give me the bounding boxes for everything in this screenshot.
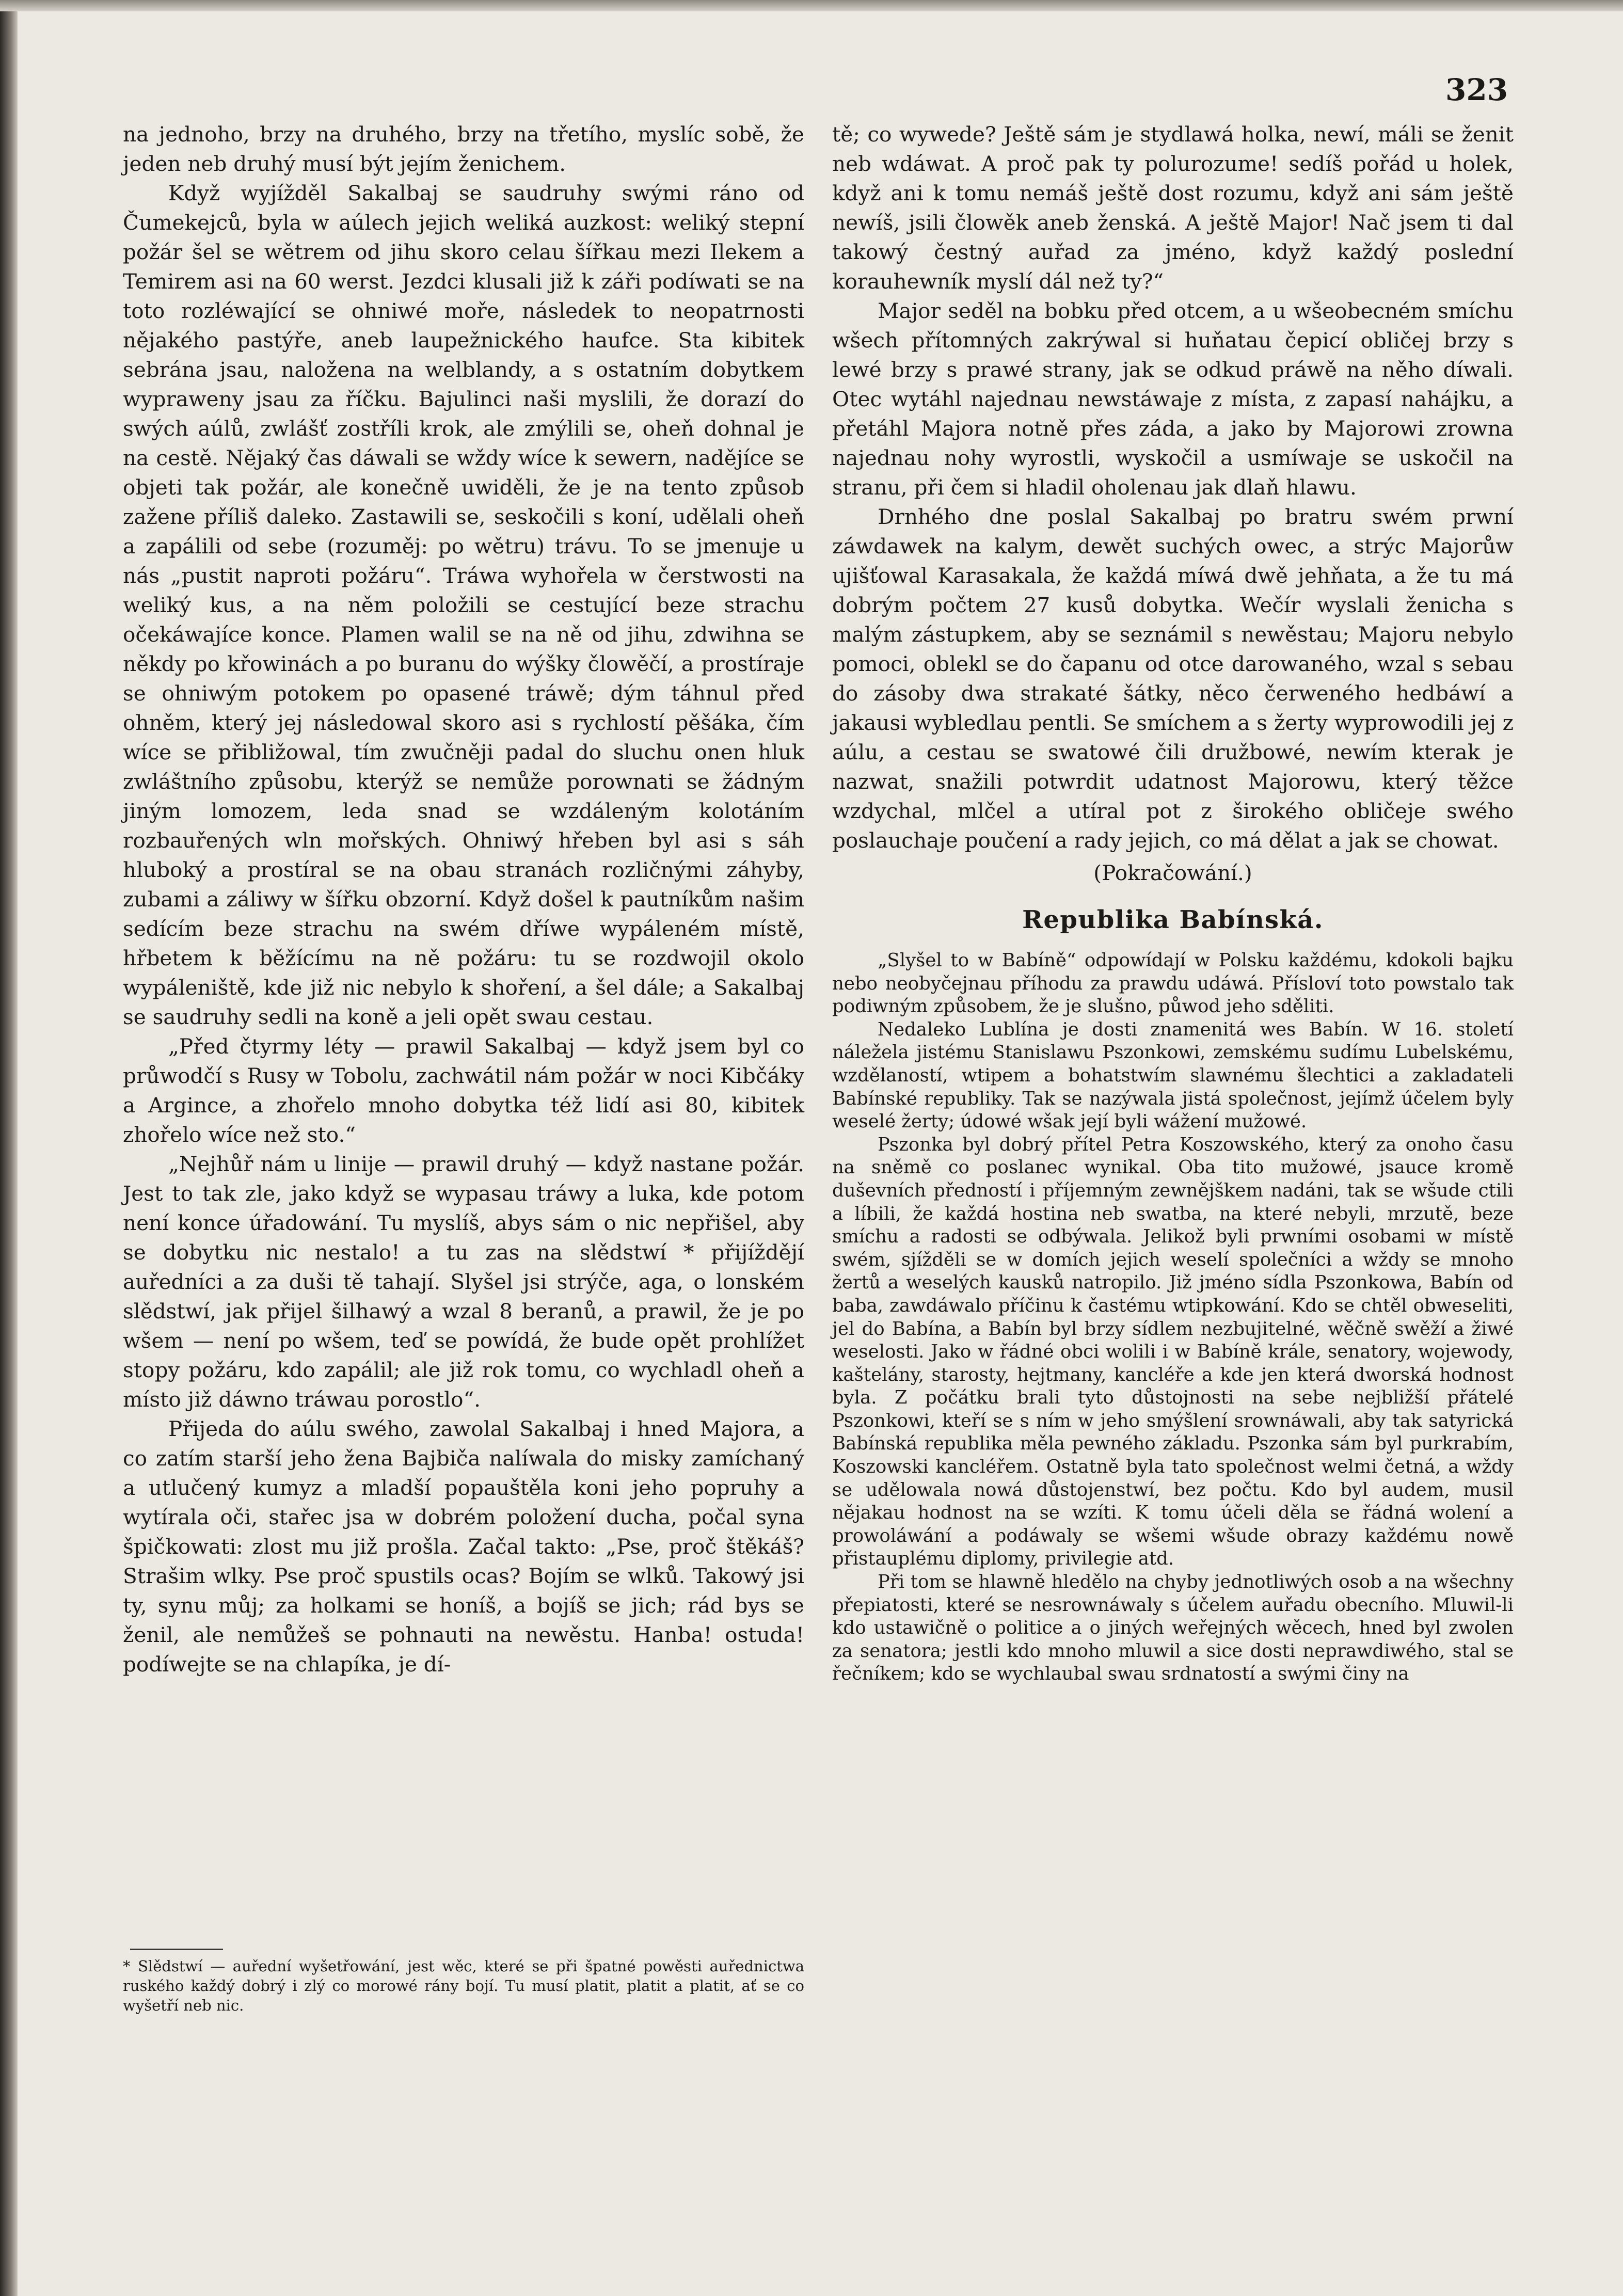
left-paragraph-2: Když wyjížděl Sakalbaj se saudruhy swými ráno od Čumekejců, byla w aúlech jejich weliká auzkost: weliký stepní požár šel se wětrem od jihu skoro celau šířkau mezi Ilekem a Temirem asi na 60 werst. Jezdci klusali již k záři podíwati se na toto rozléwající se ohniwé moře, následek to neopatrnosti nějakého pastýře, aneb laupežnického haufce. Sta kibitek sebrána jsau, naložena na welblandy, a s ostatním dobytkem wypraweny jsau za říčku. Bajulinci naši myslili, že dorazí do swých aúlů, zwlášť zostříli krok, ale zmýlili se, oheň dohnal je na cestě. Nějaký čas dáwali se wždy wíce k sewern, nadějíce se objeti tak požár, ale konečně uwiděli, že je na tento způsob zažene příliš daleko. Zastawili se, seskočili s koní, udělali oheň a zapálili od sebe (rozuměj: po wětru) trávu. To se jmenuje u nás „pustit naproti požáru“. Tráwa wyhořela w čerstwosti na weliký kus, a na něm položili se cestující beze strachu očekáwajíce konce. Plamen walil se na ně od jihu, zdwihna se někdy po křowinách a po buranu do wýšky člowěčí, a prostíraje se ohniwým potokem po opasené tráwě; dým táhnul před ohněm, který jej následowal skoro asi s rychlostí pěšáka, čím wíce se přibližowal, tím zwučněji padal do sluchu onen hluk zwláštního způsobu, kterýž se nemůže porownati se žádným jiným lomozem, leda snad se wzdáleným kolotáním rozbauřených wln mořských. Ohniwý hřeben byl asi s sáh hluboký a prostíral se na obau stranách rozličnými záhyby, zubami a záliwy w šířku obzorní. Když došel k pautníkům našim sedícím beze strachu na swém dříwe wypáleném místě, hřbetem k běžícímu na ně požáru: tu se rozdwojil okolo wypáleniště, kde již nic nebylo k shoření, a šel dále; a Sakalbaj se saudruhy sedli na koně a jeli opět swau cestau.	[123, 181, 804, 1029]
left-paragraph-4: „Nejhůř nám u linije — prawil druhý — když nastane požár. Jest to tak zle, jako když se wypasau tráwy a luka, kde potom není konce úřadowání. Tu myslíš, abys sám o nic nepřišel, aby se dobytku nic nestalo! a tu zas na slědstwí * přijíždějí auředníci a za duši tě tahají. Slyšel jsi strýče, aga, o lonském slědstwí, jak přijel šilhawý a wzal 8 beranů, a prawil, že je po wšem — není po wšem, teď se powídá, že bude opět prohlížet stopy požáru, kdo zapálil; ale již rok tomu, co wychladl oheň a místo již dáwno tráwau porostlo“.	[123, 1152, 804, 1412]
article-body	[832, 949, 1514, 1686]
article-paragraph-4: Při tom se hlawně hledělo na chyby jednotliwých osob a na wšechny přepiatosti, které se nesrownáwaly s účelem auřadu obecního. Mluwil-li kdo ustawičně o politice a o jiných weřejných wěcech, hned byl zwolen za senatora; jestli kdo mnoho mluwil a sice dosti neprawdiwého, stal se řečníkem; kdo se wychlaubal swau srdnatostí a swými činy na	[832, 1571, 1514, 1685]
article-paragraph-2: Nedaleko Lublína je dosti znamenitá wes Babín. W 16. století náležela jistému Stanislawu Pszonkowi, zemskému sudímu Lubelskému, wzdělaností, wtipem a bohatstwím slawnému šlechtici a zakladateli Babínské republiky. Tak se nazýwala jistá společnost, jejímž účelem byly weselé žerty; údowé wšak její byli wážení mužowé.	[832, 1018, 1514, 1133]
article-title: Republika Babínská.	[1022, 905, 1324, 934]
footnote: * Slědstwí — auřední wyšetřowání, jest wěc, které se při špatné powěsti auřednictwa ruského každý dobrý i zlý co morowé rány bojí. Tu musí platit, platit a platit, ať se co wyšetří neb nic.	[123, 1957, 804, 2014]
article-paragraph-1: „Slyšel to w Babíně“ odpowídají w Polsku každému, kdokoli bajku nebo neobyčejnau příhodu za prawdu udáwá. Přísloví toto powstalo tak podiwným způsobem, že je slušno, půwod jeho sděliti.	[832, 950, 1514, 1017]
binding-gutter	[0, 0, 18, 2296]
right-paragraph-2: Major seděl na bobku před otcem, a u wšeobecném smíchu wšech přítomných zakrýwal si huňatau čepicí obličej brzy s lewé brzy s prawé strany, jak se odkud práwě na něho díwali. Otec wytáhl najednau newstáwaje z místa, z zapasí nahájku, a přetáhl Majora notně přes záda, a jako by Majorowi zrowna najednau nohy wyrostli, wyskočil a usmíwaje se uskočil na stranu, při čem si hladil oholenau jak dlaň hlawu.	[832, 298, 1514, 500]
left-paragraph-3: „Před čtyrmy léty — prawil Sakalbaj — když jsem byl co průwodčí s Rusy w Tobolu, zachwátil nám požár w noci Kibčáky a Argince, a zhořelo mnoho dobytka též lidí asi 80, kibitek zhořelo wíce než sto.“	[123, 1034, 804, 1147]
footnote-rule	[130, 1949, 223, 1950]
article-paragraph-3: Pszonka byl dobrý přítel Petra Koszowského, který za onoho času na sněmě co poslanec wynikal. Oba tito mužowé, jsauce kromě duševních předností i příjemným zewnějškem nadáni, tak se wšude ctili a líbili, že každá hostina neb swatba, na které nebyli, mrzutě, beze smíchu a radosti se odbýwala. Jelikož byli prwními osobami w místě swém, sjížděli se w domích jejich weselí společníci a wždy se mnoho žertů a weselých kausků natropilo. Již jméno sídla Pszonkowa, Babín od baba, zawdáwalo příčinu k častému wtipkowání. Kdo se chtěl obweseliti, jel do Babína, a Babín byl brzy sídlem nezbujitelné, wěčně swěží a žiwé weselosti. Jako w řádné obci wolili i w Babíně krále, senatory, wojewody, kaštelány, starosty, hejtmany, kancléře a kde jen která dworská hodnost byla. Z počátku brali tyto důstojnosti na sebe nejbližší přátelé Pszonkowi, kteří se s ním w jeho smýšlení srownáwali, aby tak satyrická Babínská republika měla pewného základu. Pszonka sám byl purkrabím, Koszowski kancléřem. Ostatně byla tato společnost welmi četná, a wždy se udělowala nowá důstojenstwí, bez počtu. Kdo byl audem, musil nějakau hodnost na se wzíti. K tomu účeli děla se řádná wolení a prowoláwání a podáwaly se wšemi wšude obrazy každému nowě přistauplému diplomy, privilegie atd.	[832, 1134, 1514, 1570]
left-paragraph-5: Přijeda do aúlu swého, zawolal Sakalbaj i hned Majora, a co zatím starší jeho žena Bajbiča nalíwala do misky zamíchaný a utlučený kumyz a mladší popauštěla koni jeho popruhy a wytírala oči, stařec jsa w dobrém položení ducha, počal syna špičkowati: zlost mu již prošla. Začal takto: „Pse, proč štěkáš? Strašim wlky. Pse proč spustils ocas? Bojím se wlků. Takowý jsi ty, synu můj; za holkami se honíš, a bojíš se jich; rád bys se ženil, ale nemůžeš se pohnauti na newěstu. Hanba! ostuda! podíwejte se na chlapíka, je dí-	[123, 1416, 804, 1677]
left-paragraph-1: na jednoho, brzy na druhého, brzy na třetího, myslíc sobě, že jeden neb druhý musí být jejím ženichem.	[123, 122, 804, 176]
left-column	[123, 120, 804, 1679]
page-top-edge	[0, 0, 1623, 11]
page-number: 323	[1445, 72, 1508, 107]
right-column	[832, 120, 1514, 1686]
right-paragraph-3: Drnhého dne poslal Sakalbaj po bratru swém prwní záwdawek na kalym, dewět suchých owec, a strýc Majorůw ujišťowal Karasakala, že každá míwá dwě jehňata, a že tu má dobrým počtem 27 kusů dobytka. Wečír wyslali ženicha s malým zástupkem, aby se seznámil s newěstau; Majoru nebylo pomoci, oblekl se do čapanu od otce darowaného, wzal s sebau do zásoby dwa strakaté šátky, něco čerweného hedbáwí a jakausi wybledlau pentli. Se smíchem a s žerty wyprowodili jej z aúlu, a cestau se swatowé čili družbowé, newím kterak je nazwat, snažili potwrdit udatnost Majorowu, který těžce wzdychal, mlčel a utíral pot z širokého obličeje swého poslauchaje poučení a rady jejich, co má dělat a jak se chowat.	[832, 504, 1514, 853]
right-paragraph-1: tě; co wywede? Ještě sám je stydlawá holka, newí, máli se ženit neb wdáwat. A proč pak ty polurozume! sedíš pořád u holek, když ani k tomu nemáš ještě dost rozumu, když ani sám ještě newíš, jsili člowěk aneb ženská. A ještě Major! Nač jsem ti dal takowý čestný auřad za jméno, když každý poslední korauhewník myslí dál než ty?“	[832, 122, 1514, 294]
continued-note: (Pokračowání.)	[1093, 860, 1252, 885]
